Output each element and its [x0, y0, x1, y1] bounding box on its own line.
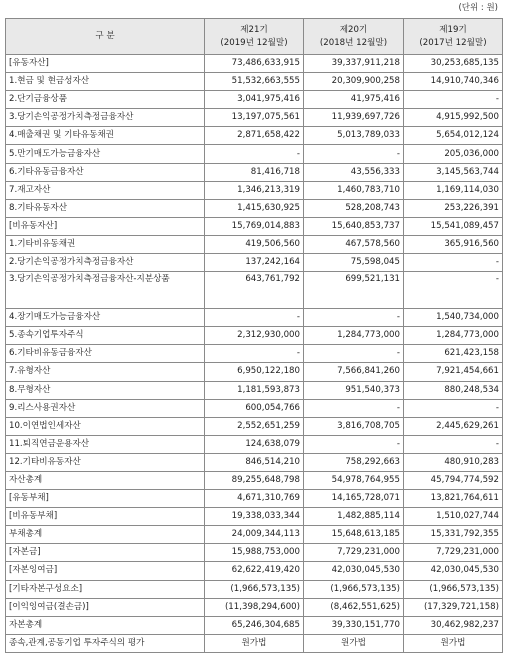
row-label: 2.단기금융상품	[6, 91, 205, 109]
table-row	[6, 181, 503, 199]
value-2019: 24,009,344,113	[205, 526, 304, 544]
row-label: 1.현금 및 현금성자산	[6, 73, 205, 91]
value-2018: -	[304, 399, 404, 417]
value-2017: 15,331,792,355	[404, 526, 503, 544]
table-row	[6, 272, 503, 309]
value-2017: 2,445,629,261	[404, 417, 503, 435]
row-label: 5.종속기업투자주식	[6, 327, 205, 345]
value-2019: 15,769,014,883	[205, 217, 304, 235]
table-row	[6, 235, 503, 253]
table-header-row	[6, 19, 503, 55]
value-2017: 14,910,740,346	[404, 73, 503, 91]
table-row	[6, 55, 503, 73]
value-2018: 14,165,728,071	[304, 490, 404, 508]
row-label: 10.이연법인세자산	[6, 417, 205, 435]
table-row	[6, 73, 503, 91]
table-row	[6, 163, 503, 181]
value-2017: -	[404, 399, 503, 417]
value-2018: 42,030,045,530	[304, 562, 404, 580]
value-2019: 137,242,164	[205, 254, 304, 272]
value-2019: 65,246,304,685	[205, 616, 304, 634]
row-label: [유동부채]	[6, 490, 205, 508]
value-2019: 73,486,633,915	[205, 55, 304, 73]
value-2017: -	[404, 272, 503, 309]
value-2018: 11,939,697,726	[304, 109, 404, 127]
row-label: [자본금]	[6, 544, 205, 562]
value-2017: (17,329,721,158)	[404, 598, 503, 616]
table-row	[6, 254, 503, 272]
row-label: 1.기타비유동채권	[6, 235, 205, 253]
row-label: 8.무형자산	[6, 381, 205, 399]
header-period-19: 제19기 (2017년 12월말)	[404, 19, 503, 55]
value-2018: 15,648,613,185	[304, 526, 404, 544]
value-2018: 951,540,373	[304, 381, 404, 399]
value-2019: -	[205, 345, 304, 363]
value-2017: 1,510,027,744	[404, 508, 503, 526]
row-label: [자본잉여금]	[6, 562, 205, 580]
row-label: 4.매출채권 및 기타유동채권	[6, 127, 205, 145]
value-2019: 1,346,213,319	[205, 181, 304, 199]
row-label: [이익잉여금(결손금)]	[6, 598, 205, 616]
value-2019: 846,514,210	[205, 453, 304, 471]
value-2019: 4,671,310,769	[205, 490, 304, 508]
value-2019: 2,312,930,000	[205, 327, 304, 345]
value-2018: -	[304, 145, 404, 163]
value-2017: 880,248,534	[404, 381, 503, 399]
value-2018: 1,284,773,000	[304, 327, 404, 345]
table-row	[6, 145, 503, 163]
value-2018: (1,966,573,135)	[304, 580, 404, 598]
value-2017: 30,253,685,135	[404, 55, 503, 73]
value-2018: 5,013,789,033	[304, 127, 404, 145]
value-2017: 원가법	[404, 634, 503, 652]
value-2017: 621,423,158	[404, 345, 503, 363]
row-label: 3.당기손익공정가치측정금융자산-지분상품	[6, 272, 205, 309]
value-2019: 1,181,593,873	[205, 381, 304, 399]
table-row	[6, 616, 503, 634]
row-label: 3.당기손익공정가치측정금융자산	[6, 109, 205, 127]
unit-label: (단위 : 원)	[458, 3, 498, 13]
value-2017: 30,462,982,237	[404, 616, 503, 634]
value-2019: 600,054,766	[205, 399, 304, 417]
value-2018: 43,556,333	[304, 163, 404, 181]
value-2017: 7,729,231,000	[404, 544, 503, 562]
value-2019: 51,532,663,555	[205, 73, 304, 91]
value-2017: 3,145,563,744	[404, 163, 503, 181]
table-row	[6, 399, 503, 417]
row-label: 7.재고자산	[6, 181, 205, 199]
value-2019: 124,638,079	[205, 435, 304, 453]
value-2017: 15,541,089,457	[404, 217, 503, 235]
value-2019: 419,506,560	[205, 235, 304, 253]
value-2017: 253,226,391	[404, 199, 503, 217]
table-row	[6, 381, 503, 399]
value-2018: 1,460,783,710	[304, 181, 404, 199]
value-2017: 4,915,992,500	[404, 109, 503, 127]
value-2018: -	[304, 345, 404, 363]
value-2018: 39,330,151,770	[304, 616, 404, 634]
value-2019: 2,552,651,259	[205, 417, 304, 435]
table-row	[6, 363, 503, 381]
row-label: 5.만기매도가능금융자산	[6, 145, 205, 163]
value-2019: 643,761,792	[205, 272, 304, 309]
value-2018: 54,978,764,955	[304, 471, 404, 489]
row-label: 부채총계	[6, 526, 205, 544]
table-row	[6, 453, 503, 471]
table-row	[6, 127, 503, 145]
table-row	[6, 598, 503, 616]
value-2017: 365,916,560	[404, 235, 503, 253]
value-2017: 13,821,764,611	[404, 490, 503, 508]
row-label: 자본총계	[6, 616, 205, 634]
row-label: [유동자산]	[6, 55, 205, 73]
value-2019: 1,415,630,925	[205, 199, 304, 217]
table-row	[6, 309, 503, 327]
value-2017: 205,036,000	[404, 145, 503, 163]
value-2018: 39,337,911,218	[304, 55, 404, 73]
value-2018: 75,598,045	[304, 254, 404, 272]
table-row	[6, 199, 503, 217]
table-row	[6, 345, 503, 363]
value-2018: 1,482,885,114	[304, 508, 404, 526]
value-2018: 7,729,231,000	[304, 544, 404, 562]
row-label: 4.장기매도가능금융자산	[6, 309, 205, 327]
table-body	[6, 55, 503, 653]
row-label: [비유동자산]	[6, 217, 205, 235]
value-2017: -	[404, 91, 503, 109]
value-2017: -	[404, 254, 503, 272]
value-2019: 15,988,753,000	[205, 544, 304, 562]
value-2017: 1,169,114,030	[404, 181, 503, 199]
row-label: [기타자본구성요소]	[6, 580, 205, 598]
value-2019: 원가법	[205, 634, 304, 652]
value-2017: 1,284,773,000	[404, 327, 503, 345]
value-2018: (8,462,551,625)	[304, 598, 404, 616]
table-row	[6, 435, 503, 453]
financial-summary-table	[5, 18, 503, 653]
value-2017: 5,654,012,124	[404, 127, 503, 145]
table-row	[6, 327, 503, 345]
value-2019: 89,255,648,798	[205, 471, 304, 489]
value-2017: 1,540,734,000	[404, 309, 503, 327]
value-2017: (1,966,573,135)	[404, 580, 503, 598]
value-2019: 19,338,033,344	[205, 508, 304, 526]
value-2018: 528,208,743	[304, 199, 404, 217]
value-2019: 13,197,075,561	[205, 109, 304, 127]
table-row	[6, 109, 503, 127]
row-label: 7.유형자산	[6, 363, 205, 381]
row-label: 6.기타비유동금융자산	[6, 345, 205, 363]
value-2017: 7,921,454,661	[404, 363, 503, 381]
value-2018: 15,640,853,737	[304, 217, 404, 235]
value-2019: (11,398,294,600)	[205, 598, 304, 616]
table-row	[6, 490, 503, 508]
value-2019: 2,871,658,422	[205, 127, 304, 145]
header-period-20: 제20기 (2018년 12월말)	[304, 19, 404, 55]
value-2018: 758,292,663	[304, 453, 404, 471]
table-row	[6, 471, 503, 489]
row-label: 8.기타유동자산	[6, 199, 205, 217]
value-2017: 45,794,774,592	[404, 471, 503, 489]
value-2019: (1,966,573,135)	[205, 580, 304, 598]
table-row	[6, 217, 503, 235]
row-label: 6.기타유동금융자산	[6, 163, 205, 181]
value-2018: 3,816,708,705	[304, 417, 404, 435]
value-2017: -	[404, 435, 503, 453]
table-row	[6, 562, 503, 580]
table-row	[6, 634, 503, 652]
row-label: 12.기타비유동자산	[6, 453, 205, 471]
row-label: 9.리스사용권자산	[6, 399, 205, 417]
value-2018: -	[304, 435, 404, 453]
value-2018: 699,521,131	[304, 272, 404, 309]
value-2018: 20,309,900,258	[304, 73, 404, 91]
row-label: 2.당기손익공정가치측정금융자산	[6, 254, 205, 272]
value-2017: 42,030,045,530	[404, 562, 503, 580]
header-period-21: 제21기 (2019년 12월말)	[205, 19, 304, 55]
table-row	[6, 508, 503, 526]
value-2018: 원가법	[304, 634, 404, 652]
row-label: 자산총계	[6, 471, 205, 489]
row-label: [비유동부채]	[6, 508, 205, 526]
value-2019: 3,041,975,416	[205, 91, 304, 109]
value-2018: 467,578,560	[304, 235, 404, 253]
value-2019: 81,416,718	[205, 163, 304, 181]
value-2019: 6,950,122,180	[205, 363, 304, 381]
value-2019: -	[205, 309, 304, 327]
table-row	[6, 544, 503, 562]
table-row	[6, 91, 503, 109]
value-2019: 62,622,419,420	[205, 562, 304, 580]
value-2018: 7,566,841,260	[304, 363, 404, 381]
value-2018: 41,975,416	[304, 91, 404, 109]
row-label: 11.퇴직연금운용자산	[6, 435, 205, 453]
value-2019: -	[205, 145, 304, 163]
value-2017: 480,910,283	[404, 453, 503, 471]
table-row	[6, 417, 503, 435]
table-row	[6, 580, 503, 598]
row-label: 종속,관계,공동기업 투자주식의 평가	[6, 634, 205, 652]
value-2018: -	[304, 309, 404, 327]
table-row	[6, 526, 503, 544]
header-item: 구 분	[6, 19, 205, 55]
